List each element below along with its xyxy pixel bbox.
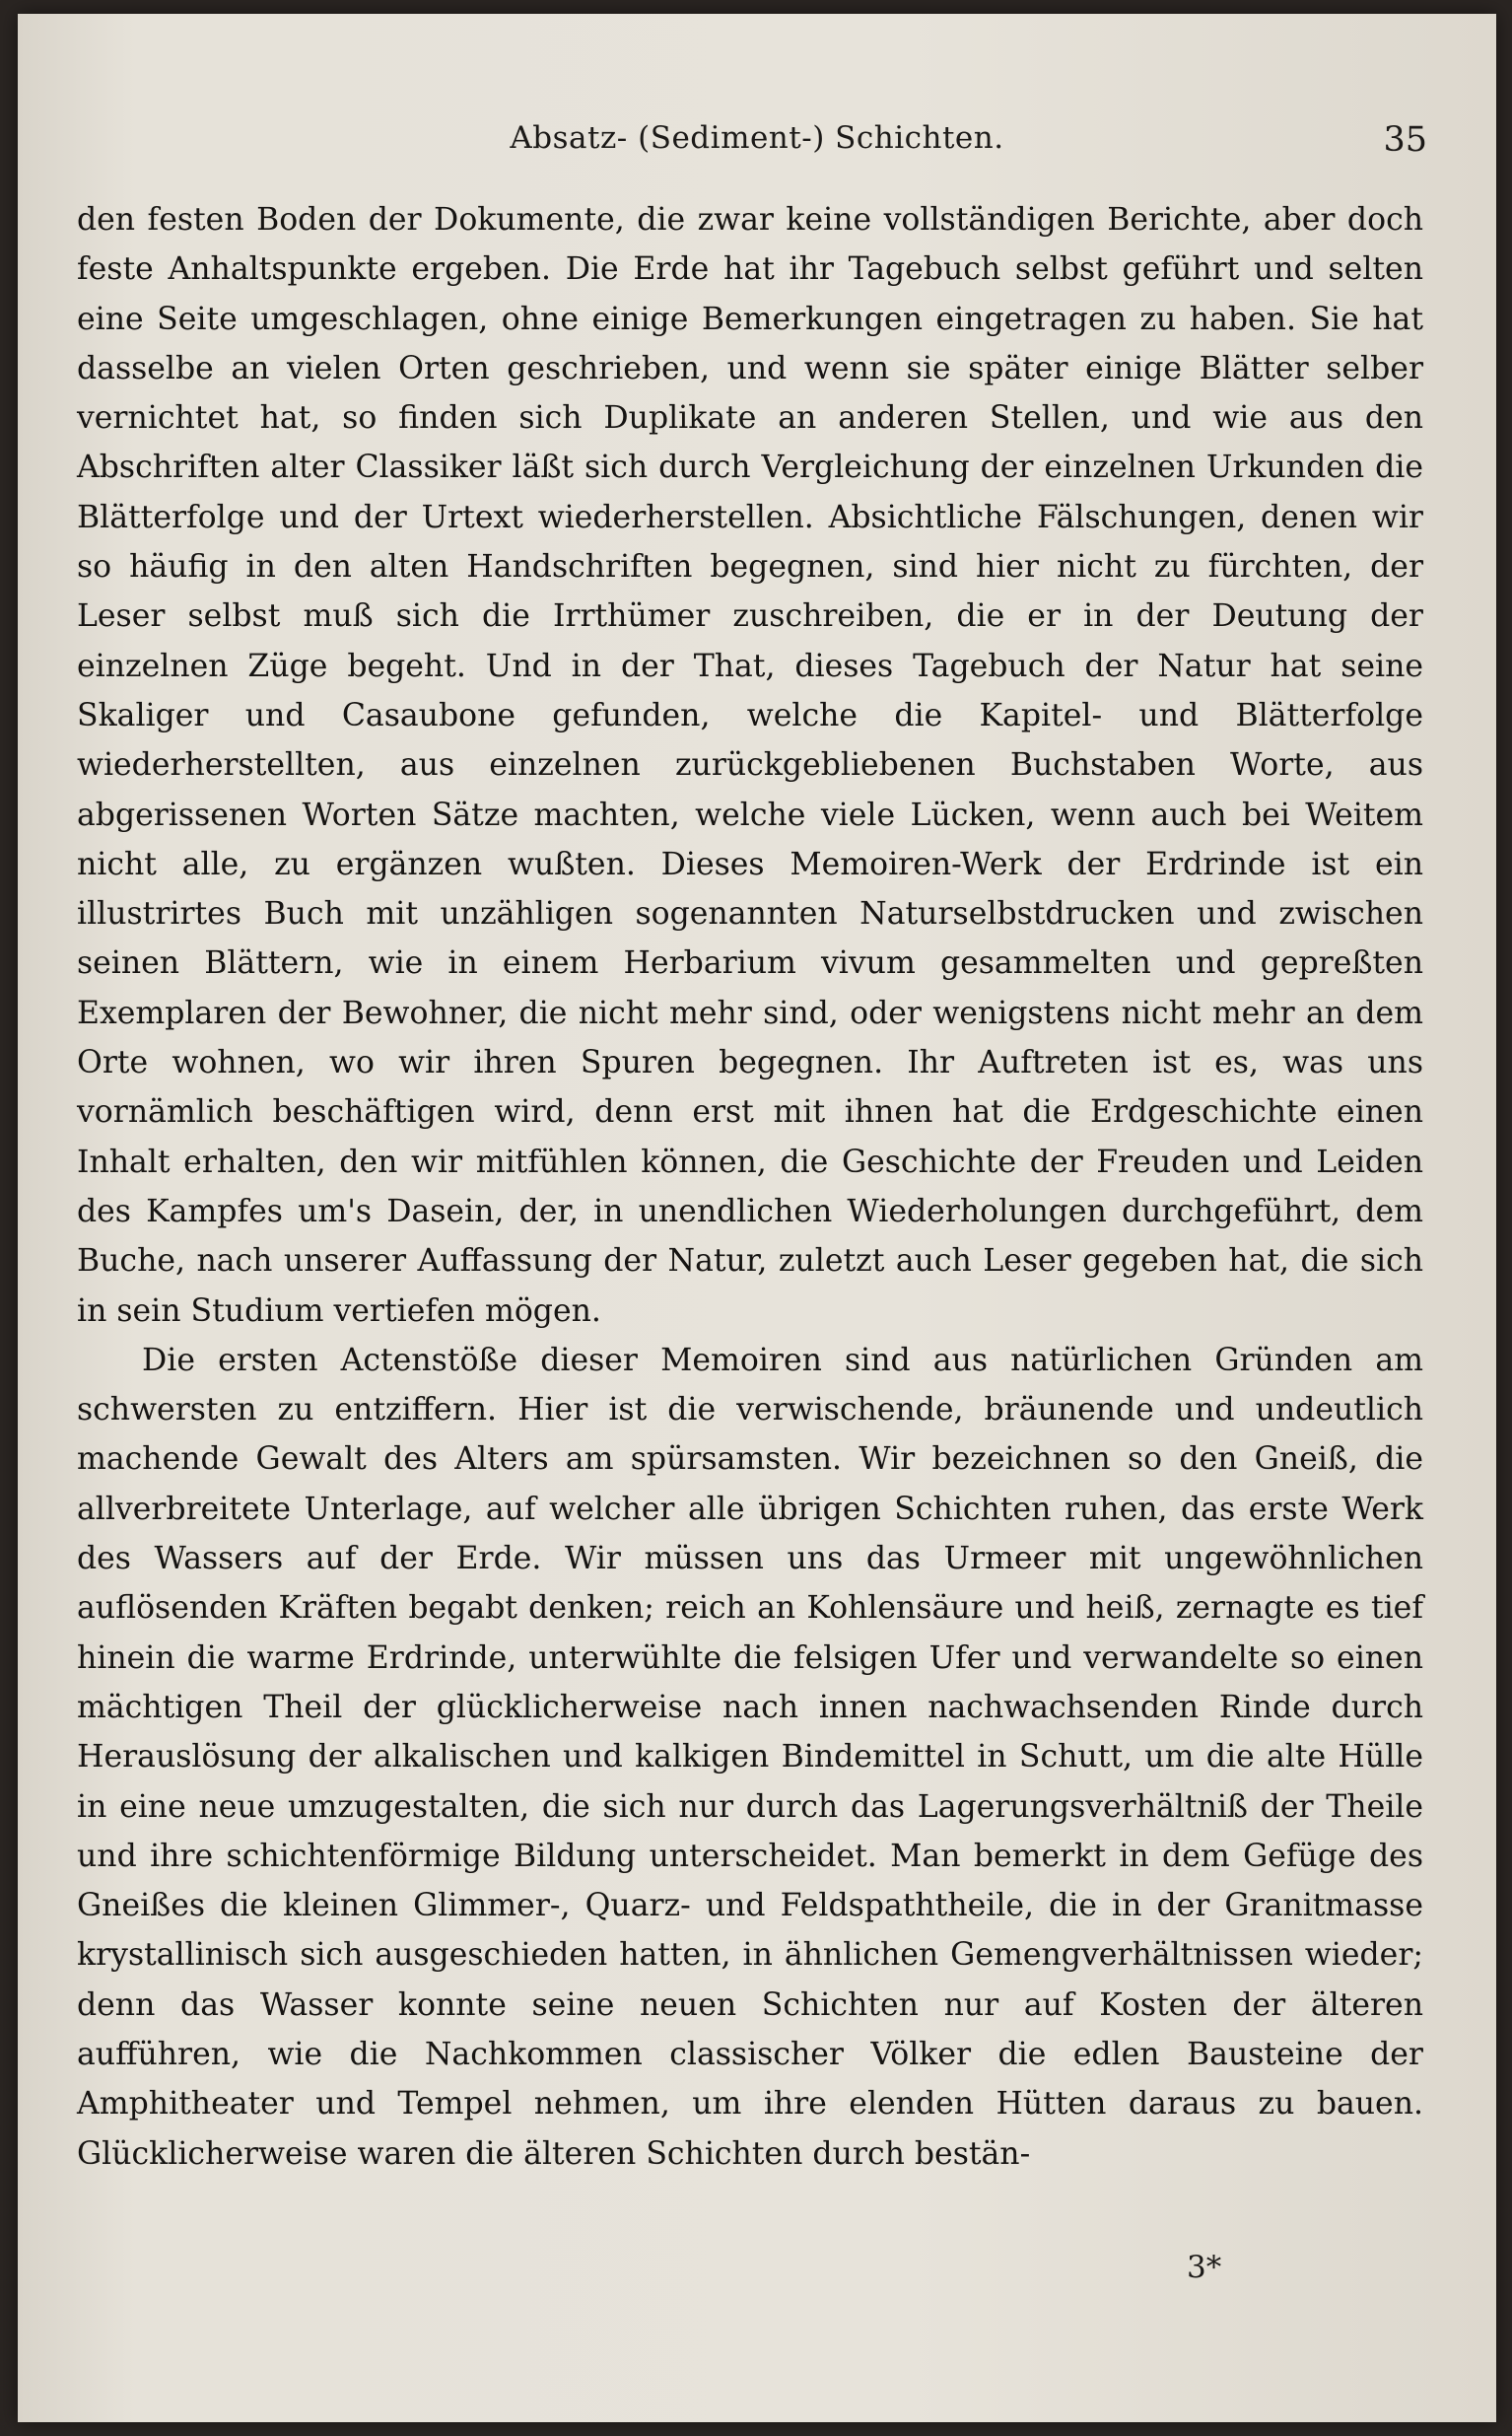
page-number: 35 xyxy=(1383,120,1427,160)
book-page xyxy=(18,14,1496,2422)
paragraph-continued: den festen Boden der Dokumente, die zwar keine vollständigen Berichte, aber doch feste Anhaltspunkte ergeben. Die Erde hat ihr Tagebuch selbst geführt und selten eine Seite umgeschlagen, ohne einige Bemerkungen eingetragen zu haben. Sie hat dasselbe an vielen Orten geschrieben, und wenn sie später einige Blätter selber vernichtet hat, so finden sich Duplikate an anderen Stellen, und wie aus den Abschriften alter Classiker läßt sich durch Vergleichung der einzelnen Urkunden die Blätterfolge und der Urtext wiederherstellen. Absichtliche Fälschungen, denen wir so häufig in den alten Handschriften begegnen, sind hier nicht zu fürchten, der Leser selbst muß sich die Irrthümer zuschreiben, die er in der Deutung der einzelnen Züge begeht. Und in der That, dieses Tagebuch der Natur hat seine Skaliger und Casaubone gefunden, welche die Kapitel- und Blätterfolge wiederherstellten, aus einzelnen zurückgebliebenen Buchstaben Worte, aus abgerissenen Worten Sätze machten, welche viele Lücken, wenn auch bei Weitem nicht alle, zu ergänzen wußten. Dieses Memoiren-Werk der Erdrinde ist ein illustrirtes Buch mit unzähligen sogenannten Naturselbstdrucken und zwischen seinen Blättern, wie in einem Herbarium vivum gesammelten und gepreßten Exemplaren der Bewohner, die nicht mehr sind, oder wenigstens nicht mehr an dem Orte wohnen, wo wir ihren Spuren begegnen. Ihr Auftreten ist es, was uns vornämlich beschäftigen wird, denn erst mit ihnen hat die Erdgeschichte einen Inhalt erhalten, den wir mitfühlen können, die Geschichte der Freuden und Leiden des Kampfes um's Dasein, der, in unendlichen Wiederholungen durchgeführt, dem Buche, nach unserer Auffassung der Natur, zuletzt auch Leser gegeben hat, die sich in sein Studium vertiefen mögen. xyxy=(77,202,1423,1329)
page-header xyxy=(87,120,1427,170)
signature-mark: 3* xyxy=(1187,2250,1222,2285)
running-title: Absatz- (Sediment-) Schichten. xyxy=(510,120,1004,156)
body-text xyxy=(77,195,1423,2179)
paragraph: Die ersten Actenstöße dieser Memoiren sind aus natürlichen Gründen am schwersten zu entziffern. Hier ist die verwischende, bräunende und undeutlich machende Gewalt des Alters am spürsamsten. Wir bezeichnen so den Gneiß, die allverbreitete Unterlage, auf welcher alle übrigen Schichten ruhen, das erste Werk des Wassers auf der Erde. Wir müssen uns das Urmeer mit ungewöhnlichen auflösenden Kräften begabt denken; reich an Kohlensäure und heiß, zernagte es tief hinein die warme Erdrinde, unterwühlte die felsigen Ufer und verwandelte so einen mächtigen Theil der glücklicherweise nach innen nachwachsenden Rinde durch Herauslösung der alkalischen und kalkigen Bindemittel in Schutt, um die alte Hülle in eine neue umzugestalten, die sich nur durch das Lagerungsverhältniß der Theile und ihre schichtenförmige Bildung unterscheidet. Man bemerkt in dem Gefüge des Gneißes die kleinen Glimmer-, Quarz- und Feldspaththeile, die in der Granitmasse krystallinisch sich ausgeschieden hatten, in ähnlichen Gemengverhältnissen wieder; denn das Wasser konnte seine neuen Schichten nur auf Kosten der älteren aufführen, wie die Nachkommen classischer Völker die edlen Bausteine der Amphitheater und Tempel nehmen, um ihre elenden Hütten daraus zu bauen. Glücklicherweise waren die älteren Schichten durch bestän- xyxy=(77,1342,1423,2172)
